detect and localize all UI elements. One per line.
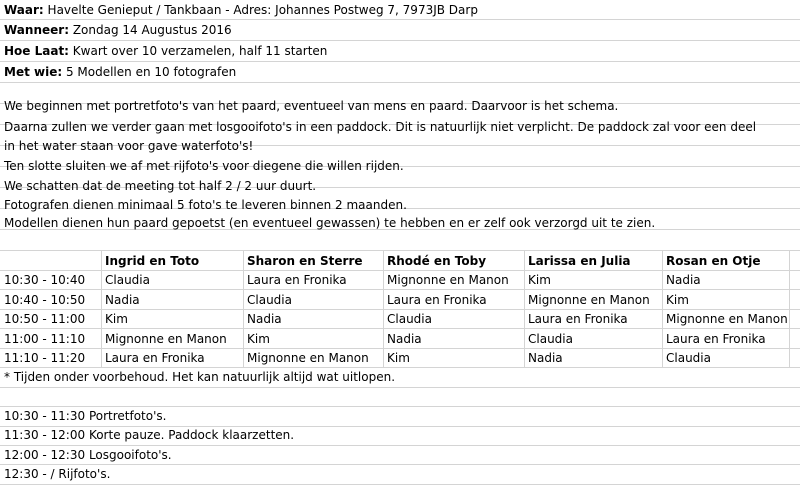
info-row-wanneer xyxy=(0,20,232,40)
gridline xyxy=(789,250,790,368)
schedule-time: 10:40 - 10:50 xyxy=(4,293,86,307)
gridline xyxy=(0,387,800,388)
program-line: 10:30 - 11:30 Portretfoto's. xyxy=(4,409,167,423)
info-value: Zondag 14 Augustus 2016 xyxy=(69,23,232,37)
schedule-cell: Claudia xyxy=(666,351,711,365)
schedule-cell: Mignonne en Manon xyxy=(105,332,227,346)
schedule-header: Rhodé en Toby xyxy=(387,254,487,268)
info-label: Waar: xyxy=(4,3,44,17)
schedule-note: * Tijden onder voorbehoud. Het kan natuurlijk altijd wat uitlopen. xyxy=(4,370,396,384)
info-label: Met wie: xyxy=(4,65,63,79)
schedule-time: 10:30 - 10:40 xyxy=(4,273,86,287)
paragraph-line: We schatten dat de meeting tot half 2 / 2 uur duurt. xyxy=(4,179,317,193)
program-line: 11:30 - 12:00 Korte pauze. Paddock klaarzetten. xyxy=(4,428,295,442)
schedule-cell: Mignonne en Manon xyxy=(528,293,650,307)
schedule-cell: Nadia xyxy=(387,332,422,346)
schedule-cell: Nadia xyxy=(247,312,282,326)
gridline xyxy=(0,484,800,485)
paragraph-line: Modellen dienen hun paard gepoetst (en eventueel gewassen) te hebben en er zelf ook verzorgd uit te zien. xyxy=(4,216,656,230)
schedule-cell: Nadia xyxy=(528,351,563,365)
info-row-met-wie xyxy=(0,62,236,82)
schedule-cell: Laura en Fronika xyxy=(528,312,628,326)
paragraph-line: in het water staan voor gave waterfoto's! xyxy=(4,139,254,153)
program-line: 12:00 - 12:30 Losgooifoto's. xyxy=(4,448,172,462)
program-line: 12:30 - / Rijfoto's. xyxy=(4,467,111,481)
info-label: Hoe Laat: xyxy=(4,44,69,58)
info-value: Havelte Genieput / Tankbaan - Adres: Johannes Postweg 7, 7973JB Darp xyxy=(43,3,478,17)
paragraph-line: Fotografen dienen minimaal 5 foto's te leveren binnen 2 maanden. xyxy=(4,198,407,212)
schedule-cell: Nadia xyxy=(666,273,701,287)
schedule-cell: Laura en Fronika xyxy=(666,332,766,346)
schedule-cell: Kim xyxy=(528,273,551,287)
schedule-time: 11:00 - 11:10 xyxy=(4,332,86,346)
schedule-cell: Mignonne en Manon xyxy=(666,312,788,326)
info-value: 5 Modellen en 10 fotografen xyxy=(62,65,237,79)
schedule-header: Larissa en Julia xyxy=(528,254,631,268)
schedule-header: Rosan en Otje xyxy=(666,254,761,268)
paragraph-line: Ten slotte sluiten we af met rijfoto's voor diegene die willen rijden. xyxy=(4,159,404,173)
info-value: Kwart over 10 verzamelen, half 11 starten xyxy=(68,44,328,58)
schedule-cell: Kim xyxy=(105,312,128,326)
schedule-cell: Kim xyxy=(387,351,410,365)
schedule-cell: Claudia xyxy=(105,273,150,287)
schedule-cell: Kim xyxy=(247,332,270,346)
schedule-cell: Claudia xyxy=(528,332,573,346)
paragraph-line: We beginnen met portretfoto's van het paard, eventueel van mens en paard. Daarvoor is het schema. xyxy=(4,99,619,113)
schedule-cell: Claudia xyxy=(387,312,432,326)
schedule-header: Ingrid en Toto xyxy=(105,254,200,268)
schedule-cell: Laura en Fronika xyxy=(105,351,205,365)
schedule-cell: Claudia xyxy=(247,293,292,307)
schedule-cell: Nadia xyxy=(105,293,140,307)
schedule-time: 10:50 - 11:00 xyxy=(4,312,86,326)
info-row-waar xyxy=(0,0,478,20)
schedule-time: 11:10 - 11:20 xyxy=(4,351,86,365)
paragraph-line: Daarna zullen we verder gaan met losgooifoto's in een paddock. Dit is natuurlijk niet verplicht. De paddock zal voor een deel xyxy=(4,120,757,134)
info-row-hoe-laat xyxy=(0,41,327,61)
gridline xyxy=(0,82,800,83)
schedule-cell: Mignonne en Manon xyxy=(247,351,369,365)
schedule-header: Sharon en Sterre xyxy=(247,254,363,268)
schedule-cell: Kim xyxy=(666,293,689,307)
schedule-cell: Mignonne en Manon xyxy=(387,273,509,287)
info-label: Wanneer: xyxy=(4,23,69,37)
schedule-cell: Laura en Fronika xyxy=(247,273,347,287)
schedule-cell: Laura en Fronika xyxy=(387,293,487,307)
